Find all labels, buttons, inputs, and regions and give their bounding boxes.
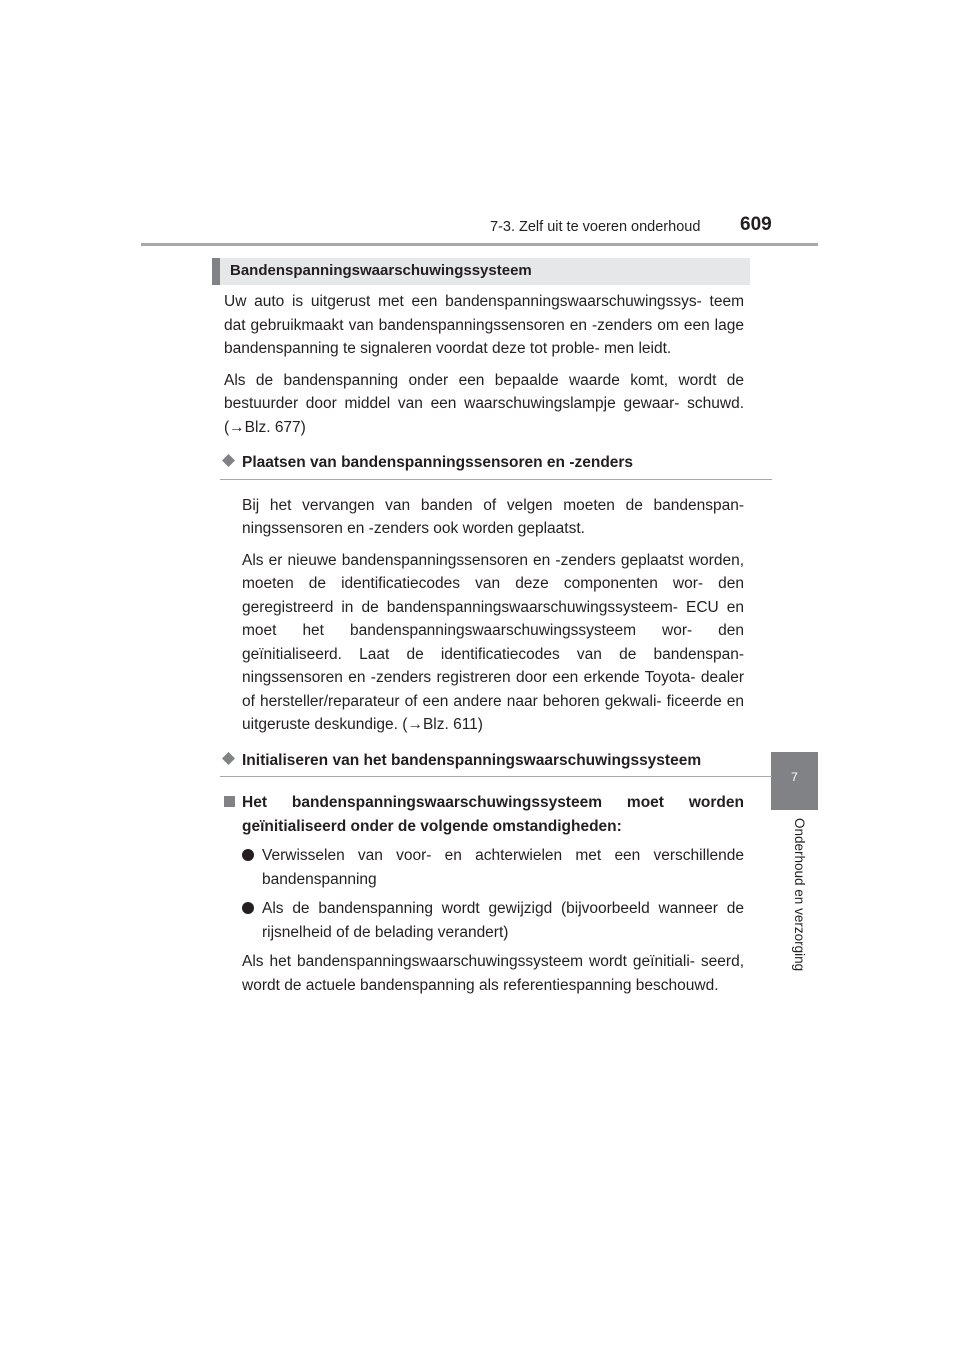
intro-paragraph-2 — [224, 369, 744, 440]
reference-arrow-icon: → — [229, 418, 245, 436]
initialize-note-heading — [224, 791, 744, 838]
subheading-sensors-title: Plaatsen van bandenspanningssensoren en -zenders — [242, 454, 634, 471]
bullet-item-text: Als de bandenspanning wordt gewijzigd (bijvoorbeeld wanneer de rijsnelheid of de belading verandert) — [262, 900, 744, 941]
intro-paragraph-2-text: Als de bandenspanning onder een bepaalde waarde komt, wordt de bestuurder door middel van een waarschuwingslampje gewaar- schuwd. ( — [224, 371, 744, 436]
subheading-sensors — [220, 451, 772, 480]
diamond-icon — [222, 454, 235, 467]
circle-bullet-icon — [242, 849, 254, 861]
initialize-note-heading-text: Het bandenspanningswaarschuwingssysteem moet worden geïnitialiseerd onder de volgende omstandigheden: — [242, 794, 744, 835]
subheading-initialize-title: Initialiseren van het bandenspanningswaarschuwingssysteem — [242, 751, 702, 769]
bullet-item-text: Verwisselen van voor- en achterwielen met een verschillende bandenspanning — [262, 847, 744, 888]
header-rule — [141, 243, 818, 246]
sensors-body — [242, 494, 744, 737]
diamond-icon — [222, 752, 235, 765]
page-reference-677[interactable]: Blz. 677) — [244, 418, 306, 436]
chapter-number: 7 — [791, 770, 798, 784]
intro-paragraph-1: Uw auto is uitgerust met een bandenspanningswaarschuwingssys- teem dat gebruikmaakt van bandenspanningssensoren en -zenders om een lage bandenspanning te signaleren voordat deze tot proble- men leidt. — [224, 293, 744, 357]
section-title-bar — [212, 258, 750, 285]
page-reference-611[interactable]: Blz. 611) — [422, 716, 483, 733]
subheading-initialize — [220, 749, 772, 778]
sensors-paragraph-2 — [242, 549, 744, 737]
initialize-paragraph: Als het bandenspanningswaarschuwingssysteem wordt geïnitiali- seerd, wordt de actuele bandenspanning als referentiespanning beschouwd. — [242, 953, 744, 994]
bullet-item — [224, 897, 744, 944]
circle-bullet-icon — [242, 902, 254, 914]
square-bullet-icon — [224, 796, 235, 807]
page-number: 609 — [740, 214, 772, 235]
bullet-item — [224, 844, 744, 891]
sensors-paragraph-2-text: Als er nieuwe bandenspanningssensoren en -zenders geplaatst worden, moeten de identificatiecodes van deze componenten wor- den geregistreerd in de bandenspanningswaarschuwingssysteem- ECU en moet het bandenspanningswaarschuwingssysteem wor- den geïnitialiseerd. Laat de identificatiecodes van de bandenspan- ningssensoren en -zenders registreren door een erkende Toyota- dealer of hersteller/reparateur of een andere naar behoren gekwali- ficeerde en uitgeruste deskundige. ( — [242, 551, 744, 733]
sensors-paragraph-1: Bij het vervangen van banden of velgen moeten de bandenspan- ningssensoren en -zenders ook worden geplaatst. — [242, 496, 744, 537]
reference-arrow-icon: → — [407, 716, 423, 733]
main-content — [224, 290, 744, 1005]
section-title: Bandenspanningswaarschuwingssysteem — [230, 262, 532, 279]
chapter-label: Onderhoud en verzorging — [792, 818, 807, 972]
header-section-title: 7-3. Zelf uit te voeren onderhoud — [490, 219, 701, 235]
